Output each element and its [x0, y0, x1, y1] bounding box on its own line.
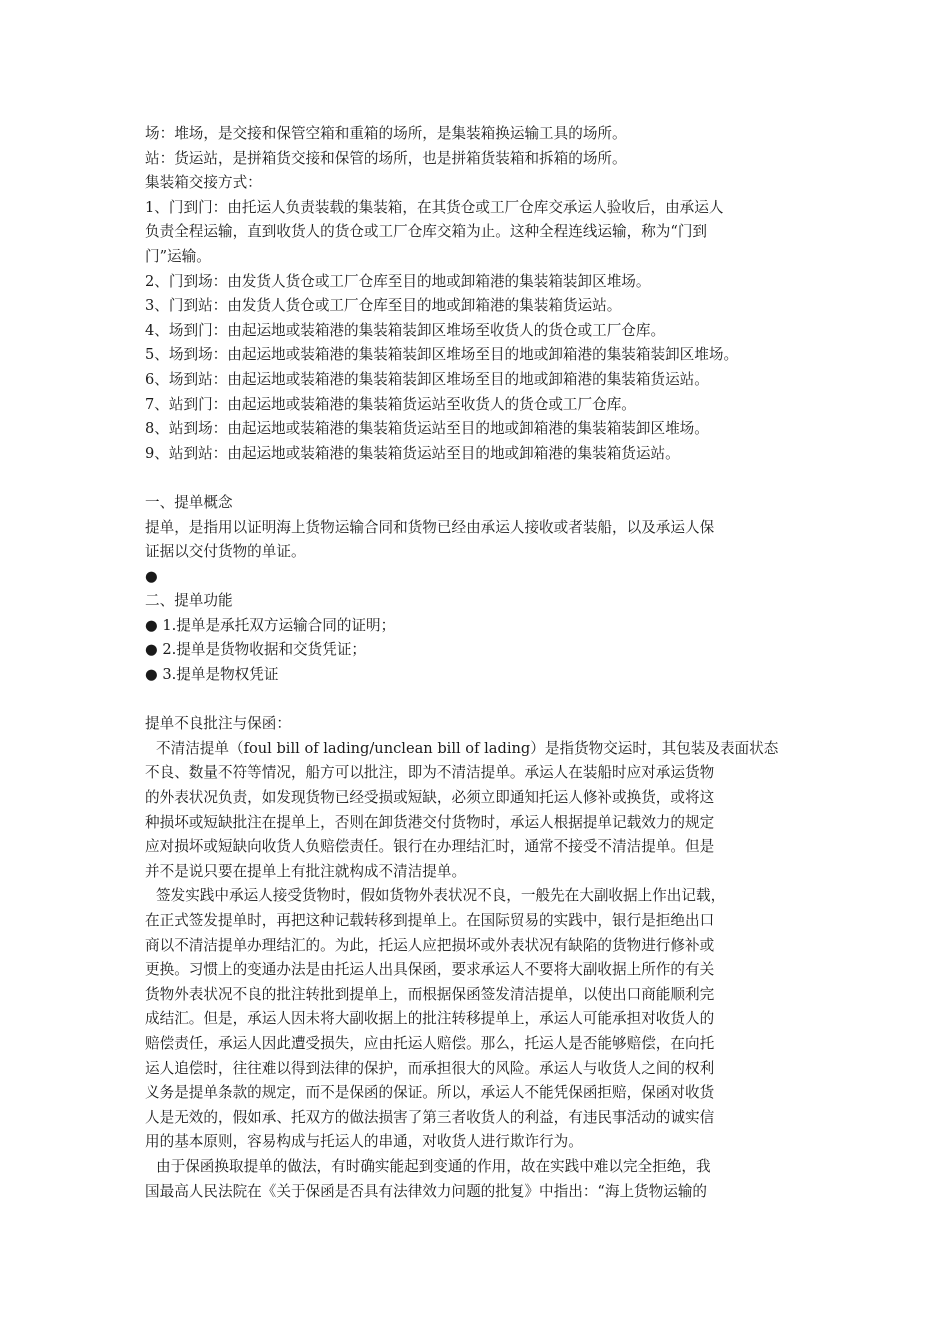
paragraph-line: 义务是提单条款的规定，而不是保函的保证。所以，承运人不能凭保函拒赔，保函对收货 — [145, 1084, 715, 1102]
method-line: 7、站到门：由起运地或装箱港的集装箱货运站至收货人的货仓或工厂仓库。 — [145, 395, 636, 413]
paragraph — [145, 1155, 815, 1204]
paragraph-line: 国最高人民法院在《关于保函是否具有法律效力问题的批复》中指出：“海上货物运输的 — [145, 1182, 708, 1200]
method-line: 5、场到场：由起运地或装箱港的集装箱装卸区堆场至目的地或卸箱港的集装箱装卸区堆场。 — [145, 346, 739, 364]
handover-methods-list — [145, 196, 815, 467]
bill-concept-section — [145, 491, 815, 589]
intro-line: 集装箱交接方式： — [145, 174, 262, 192]
paragraph-line: 并不是说只要在提单上有批注就构成不清洁提单。 — [145, 862, 467, 880]
intro-line: 站：货运站，是拼箱货交接和保管的场所，也是拼箱货装箱和拆箱的场所。 — [145, 149, 627, 167]
remarks-section — [145, 712, 815, 1204]
bullet-item: ● 2.提单是货物收据和交货凭证； — [145, 641, 367, 659]
method-line: 负责全程运输，直到收货人的货仓或工厂仓库交箱为止。这种全程连线运输，称为“门到 — [145, 223, 708, 241]
paragraph-line: 签发实践中承运人接受货物时，假如货物外表状况不良，一般先在大副收据上作出记载， — [156, 887, 726, 905]
paragraph — [145, 737, 815, 885]
paragraph-line: 不良、数量不符等情况，船方可以批注，即为不清洁提单。承运人在装船时应对承运货物 — [145, 764, 715, 782]
section-heading: 一、提单概念 — [145, 493, 233, 511]
paragraph-line: 不清洁提单（foul bill of lading/unclean bill of lading）是指货物交运时，其包装及表面状态 — [156, 739, 779, 757]
bullet-item: ● 1.提单是承托双方运输合同的证明； — [145, 616, 396, 634]
paragraph-line: 运人追偿时，往往难以得到法律的保护，而承担很大的风险。承运人与收货人之间的权利 — [145, 1059, 715, 1077]
method-line: 3、门到站：由发货人货仓或工厂仓库至目的地或卸箱港的集装箱货运站。 — [145, 297, 622, 315]
paragraph-line: 货物外表状况不良的批注转批到提单上，而根据保函签发清洁提单，以使出口商能顺利完 — [145, 985, 715, 1003]
paragraph-line: 商以不清洁提单办理结汇的。为此，托运人应把损坏或外表状况有缺陷的货物进行修补或 — [145, 936, 715, 954]
method-line: 2、门到场：由发货人货仓或工厂仓库至目的地或卸箱港的集装箱装卸区堆场。 — [145, 272, 651, 290]
paragraph-line: 由于保函换取提单的做法，有时确实能起到变通的作用，故在实践中难以完全拒绝，我 — [156, 1157, 711, 1175]
blank-line — [145, 466, 815, 491]
paragraph-line: 在正式签发提单时，再把这种记载转移到提单上。在国际贸易的实践中，银行是拒绝出口 — [145, 912, 715, 929]
bullet-empty: ● — [145, 567, 158, 585]
paragraph-line: 证据以交付货物的单证。 — [145, 543, 306, 561]
paragraph-line: 用的基本原则，容易构成与托运人的串通，对收货人进行欺诈行为。 — [145, 1133, 583, 1151]
document-page — [145, 122, 815, 1204]
method-line: 门”运输。 — [145, 247, 211, 265]
paragraph-line: 赔偿责任，承运人因此遭受损失，应由托运人赔偿。那么，托运人是否能够赔偿，在向托 — [145, 1034, 715, 1052]
paragraph-line: 成结汇。但是，承运人因未将大副收据上的批注转移提单上，承运人可能承担对收货人的 — [145, 1010, 715, 1028]
paragraph-line: 应对损坏或短缺向收货人负赔偿责任。银行在办理结汇时，通常不接受不清洁提单。但是 — [145, 838, 715, 856]
method-line: 9、站到站：由起运地或装箱港的集装箱货运站至目的地或卸箱港的集装箱货运站。 — [145, 444, 680, 462]
method-line: 8、站到场：由起运地或装箱港的集装箱货运站至目的地或卸箱港的集装箱装卸区堆场。 — [145, 420, 709, 438]
intro-line: 场：堆场，是交接和保管空箱和重箱的场所，是集装箱换运输工具的场所。 — [145, 125, 627, 142]
bill-functions-section — [145, 589, 815, 687]
blank-line — [145, 688, 815, 713]
section-heading: 二、提单功能 — [145, 592, 233, 610]
paragraph-line: 的外表状况负责，如发现货物已经受损或短缺，必须立即通知托运人修补或换货，或将这 — [145, 789, 715, 807]
method-line: 4、场到门：由起运地或装箱港的集装箱装卸区堆场至收货人的货仓或工厂仓库。 — [145, 321, 666, 339]
paragraph-line: 人是无效的，假如承、托双方的做法损害了第三者收货人的利益，有违民事活动的诚实信 — [145, 1108, 715, 1126]
method-line: 1、门到门：由托运人负责装载的集装箱，在其货仓或工厂仓库交承运人验收后，由承运人 — [145, 198, 724, 216]
section-heading: 提单不良批注与保函： — [145, 715, 291, 733]
paragraph — [145, 884, 815, 1155]
paragraph-line: 提单，是指用以证明海上货物运输合同和货物已经由承运人接收或者装船，以及承运人保 — [145, 518, 715, 536]
paragraph-line: 更换。习惯上的变通办法是由托运人出具保函，要求承运人不要将大副收据上所作的有关 — [145, 961, 715, 979]
paragraph-line: 种损坏或短缺批注在提单上，否则在卸货港交付货物时，承运人根据提单记载效力的规定 — [145, 813, 715, 831]
bullet-item: ● 3.提单是物权凭证 — [145, 666, 279, 684]
method-line: 6、场到站：由起运地或装箱港的集装箱装卸区堆场至目的地或卸箱港的集装箱货运站。 — [145, 370, 709, 388]
